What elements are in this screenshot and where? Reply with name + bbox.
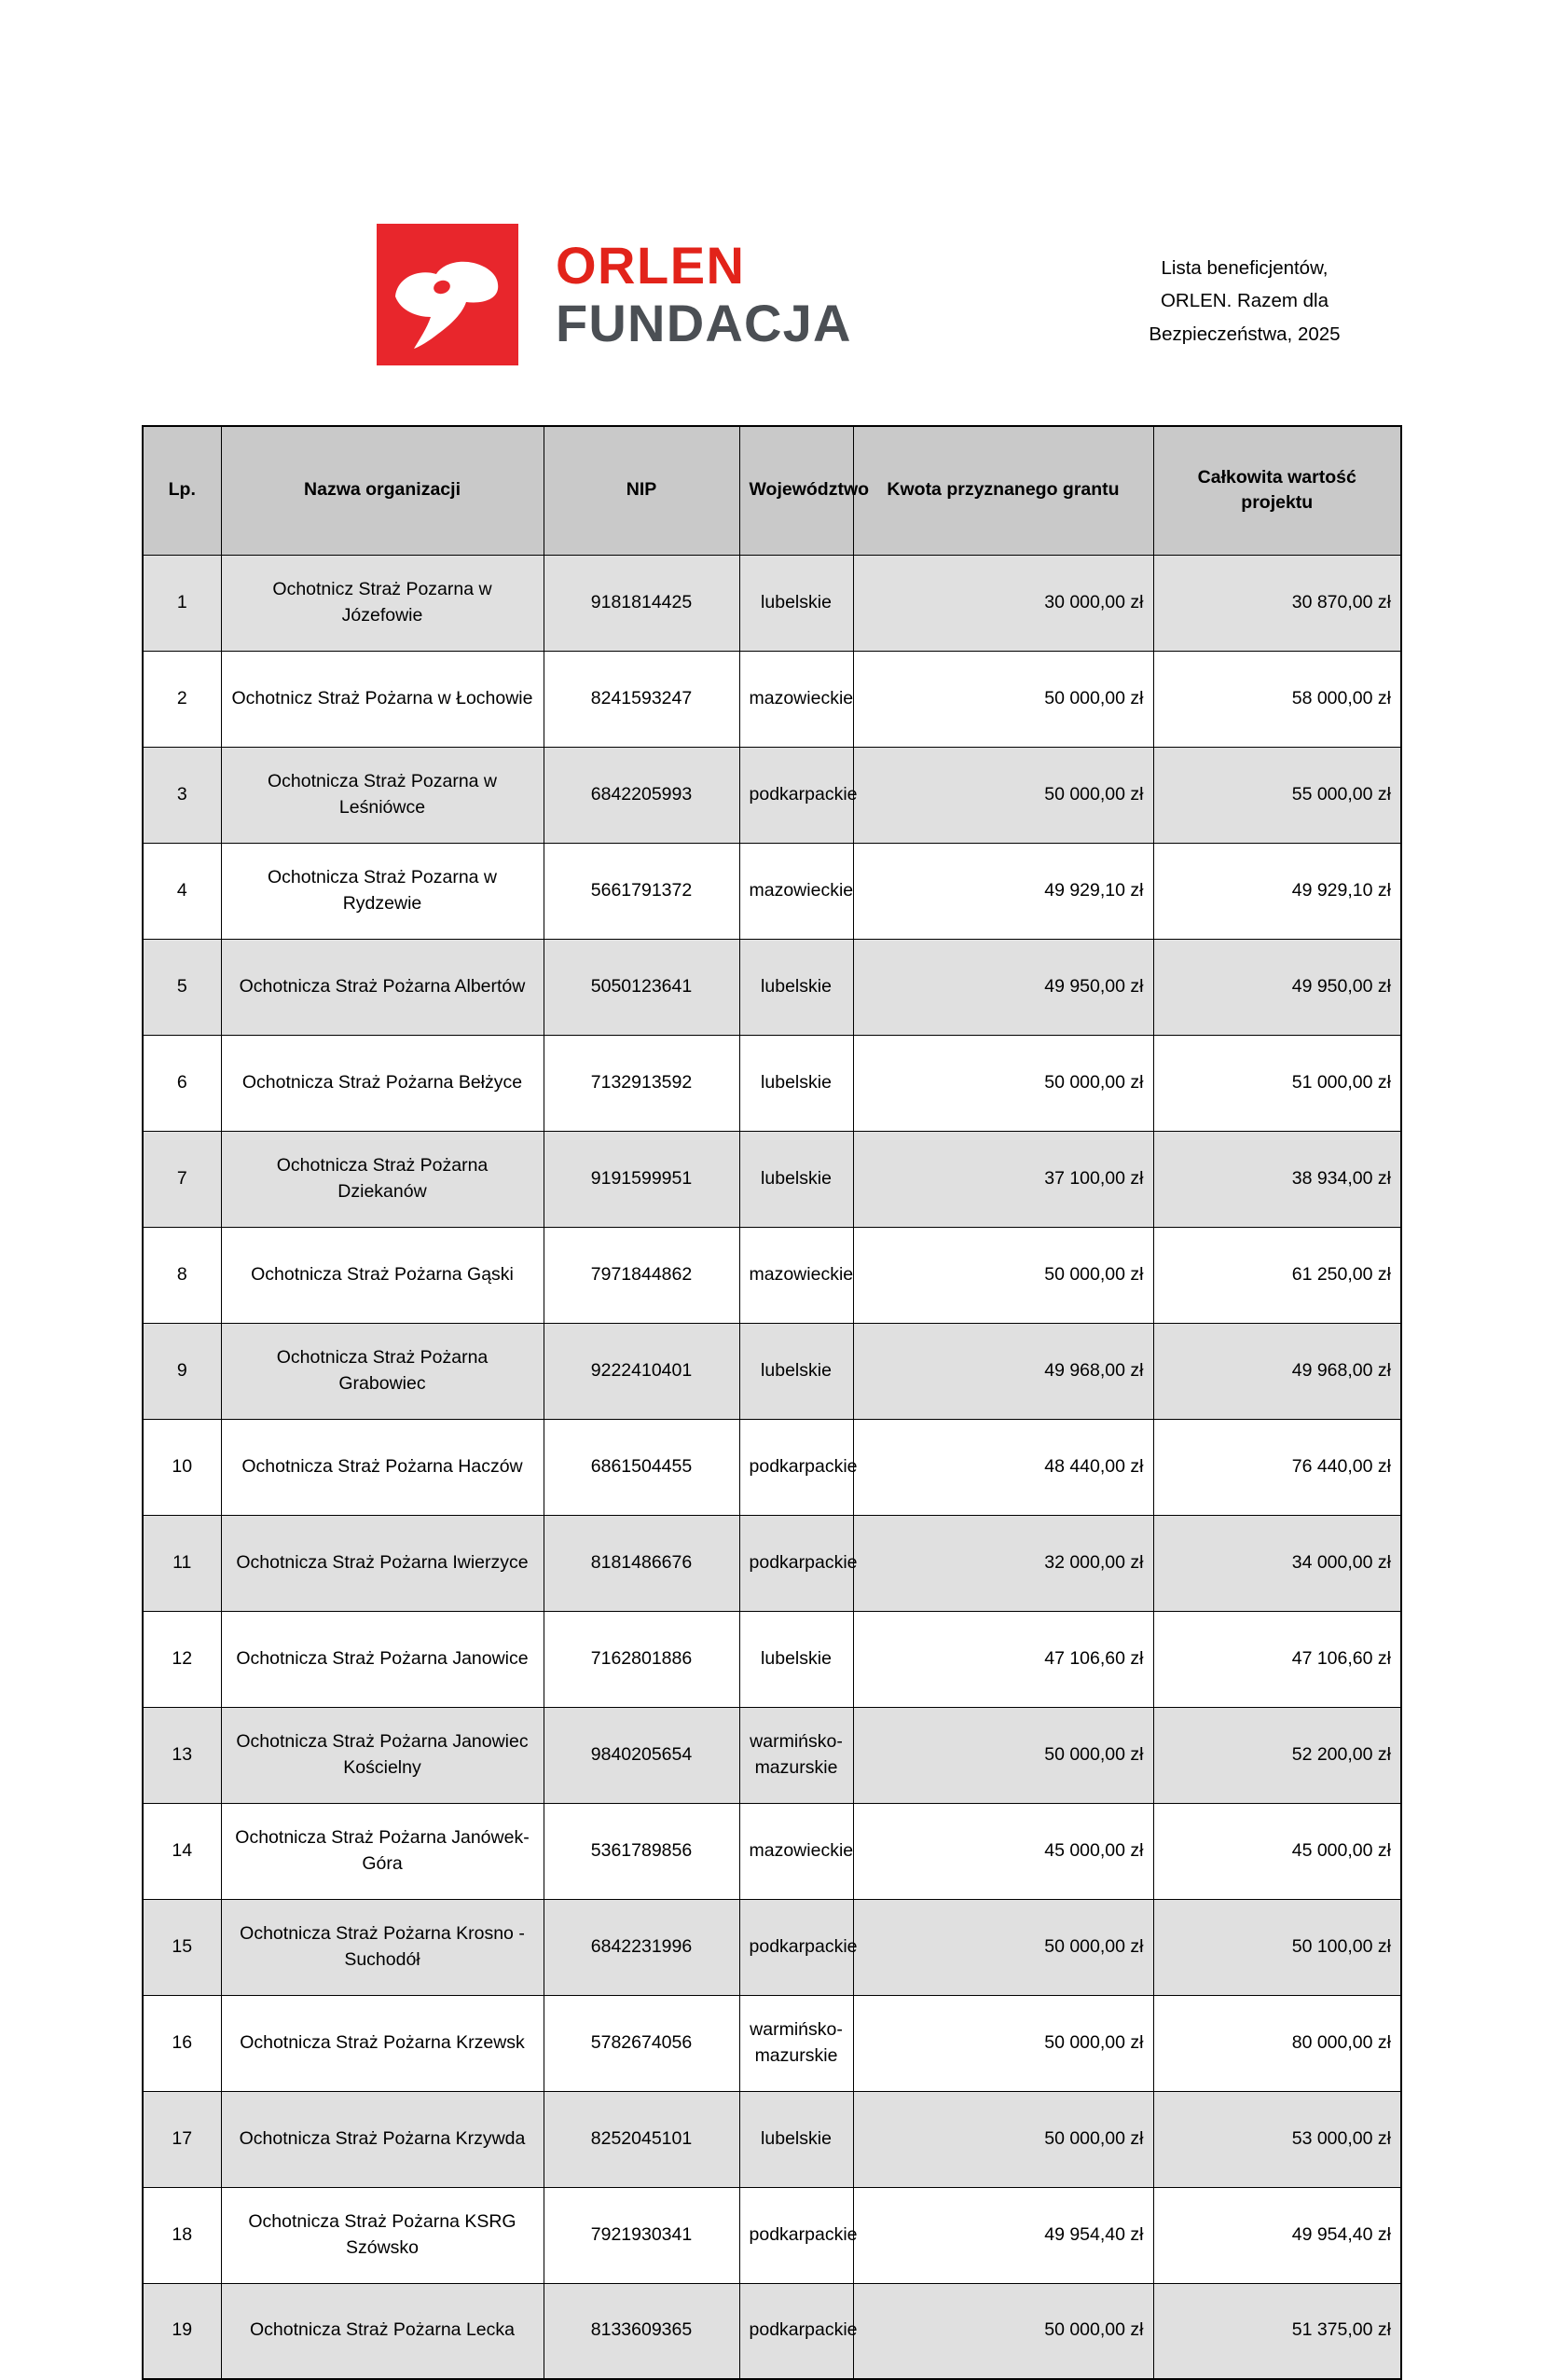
table-row (143, 2187, 1401, 2283)
cell-nip: 9181814425 (544, 555, 739, 651)
beneficiaries-table-wrapper (142, 425, 1400, 2380)
header-note-line-2: ORLEN. Razem dla (1160, 290, 1329, 312)
table-body (143, 555, 1401, 2379)
column-header-lp: Lp. (143, 426, 221, 555)
cell-lp: 6 (143, 1035, 221, 1131)
cell-name: Ochotnicza Straż Pożarna Krzywda (221, 2091, 544, 2187)
table-row (143, 1515, 1401, 1611)
table-row (143, 2091, 1401, 2187)
cell-nip: 9191599951 (544, 1131, 739, 1227)
cell-lp: 12 (143, 1611, 221, 1707)
cell-grant: 50 000,00 zł (853, 2283, 1153, 2379)
cell-grant: 50 000,00 zł (853, 2091, 1153, 2187)
cell-voiv: podkarpackie (739, 747, 853, 843)
cell-name: Ochotnicza Straż Pożarna Krzewsk (221, 1995, 544, 2091)
cell-lp: 11 (143, 1515, 221, 1611)
cell-nip: 7971844862 (544, 1227, 739, 1323)
cell-lp: 17 (143, 2091, 221, 2187)
cell-name: Ochotnicza Straż Pożarna KSRG Szówsko (221, 2187, 544, 2283)
cell-total: 30 870,00 zł (1153, 555, 1401, 651)
cell-total: 76 440,00 zł (1153, 1419, 1401, 1515)
cell-name: Ochotnicz Straż Pożarna w Łochowie (221, 651, 544, 747)
column-header-grant: Kwota przyznanego grantu (853, 426, 1153, 555)
cell-grant: 50 000,00 zł (853, 1227, 1153, 1323)
cell-lp: 18 (143, 2187, 221, 2283)
table-row (143, 1899, 1401, 1995)
cell-voiv: lubelskie (739, 2091, 853, 2187)
logo-wordmark (556, 236, 852, 352)
cell-voiv: mazowieckie (739, 1227, 853, 1323)
cell-grant: 30 000,00 zł (853, 555, 1153, 651)
cell-total: 49 954,40 zł (1153, 2187, 1401, 2283)
table-row (143, 2283, 1401, 2379)
column-header-voiv: Województwo (739, 426, 853, 555)
cell-total: 50 100,00 zł (1153, 1899, 1401, 1995)
cell-nip: 6842205993 (544, 747, 739, 843)
cell-lp: 13 (143, 1707, 221, 1803)
cell-lp: 1 (143, 555, 221, 651)
cell-voiv: lubelskie (739, 1131, 853, 1227)
cell-total: 61 250,00 zł (1153, 1227, 1401, 1323)
cell-name: Ochotnicza Straż Pożarna Iwierzyce (221, 1515, 544, 1611)
cell-grant: 50 000,00 zł (853, 1035, 1153, 1131)
cell-name: Ochotnicza Straż Pożarna Haczów (221, 1419, 544, 1515)
cell-total: 55 000,00 zł (1153, 747, 1401, 843)
cell-total: 51 000,00 zł (1153, 1035, 1401, 1131)
cell-lp: 8 (143, 1227, 221, 1323)
cell-lp: 2 (143, 651, 221, 747)
cell-name: Ochotnicza Straż Pożarna Krosno - Suchodół (221, 1899, 544, 1995)
cell-grant: 50 000,00 zł (853, 1707, 1153, 1803)
cell-nip: 8241593247 (544, 651, 739, 747)
table-row (143, 1995, 1401, 2091)
header-note-line-3: Bezpieczeństwa, 2025 (1149, 323, 1341, 345)
column-header-name: Nazwa organizacji (221, 426, 544, 555)
cell-lp: 5 (143, 939, 221, 1035)
cell-name: Ochotnicza Straż Pozarna w Leśniówce (221, 747, 544, 843)
cell-grant: 49 954,40 zł (853, 2187, 1153, 2283)
cell-grant: 49 950,00 zł (853, 939, 1153, 1035)
cell-total: 45 000,00 zł (1153, 1803, 1401, 1899)
cell-grant: 50 000,00 zł (853, 747, 1153, 843)
column-header-nip: NIP (544, 426, 739, 555)
cell-voiv: podkarpackie (739, 1419, 853, 1515)
cell-voiv: podkarpackie (739, 1899, 853, 1995)
cell-voiv: podkarpackie (739, 2187, 853, 2283)
table-row (143, 651, 1401, 747)
header-note-line-1: Lista beneficjentów, (1161, 257, 1329, 279)
cell-name: Ochotnicza Straż Pożarna Janowice (221, 1611, 544, 1707)
cell-voiv: lubelskie (739, 1611, 853, 1707)
cell-nip: 5050123641 (544, 939, 739, 1035)
cell-lp: 15 (143, 1899, 221, 1995)
cell-voiv: warmińsko-mazurskie (739, 1707, 853, 1803)
cell-total: 38 934,00 zł (1153, 1131, 1401, 1227)
cell-name: Ochotnicza Straż Pożarna Lecka (221, 2283, 544, 2379)
cell-name: Ochotnicza Straż Pożarna Grabowiec (221, 1323, 544, 1419)
cell-nip: 8181486676 (544, 1515, 739, 1611)
table-row (143, 939, 1401, 1035)
cell-voiv: mazowieckie (739, 651, 853, 747)
table-row (143, 1227, 1401, 1323)
header-note (1091, 252, 1398, 351)
cell-nip: 7132913592 (544, 1035, 739, 1131)
table-header-row (143, 426, 1401, 555)
cell-grant: 49 929,10 zł (853, 843, 1153, 939)
cell-grant: 49 968,00 zł (853, 1323, 1153, 1419)
cell-total: 47 106,60 zł (1153, 1611, 1401, 1707)
cell-nip: 7162801886 (544, 1611, 739, 1707)
cell-lp: 7 (143, 1131, 221, 1227)
cell-voiv: mazowieckie (739, 843, 853, 939)
cell-total: 49 968,00 zł (1153, 1323, 1401, 1419)
cell-total: 49 950,00 zł (1153, 939, 1401, 1035)
cell-name: Ochotnicz Straż Pozarna w Józefowie (221, 555, 544, 651)
cell-name: Ochotnicza Straż Pożarna Dziekanów (221, 1131, 544, 1227)
document-header (0, 220, 1542, 378)
logo-brand-text: ORLEN (556, 236, 746, 295)
orlen-fundacja-logo (377, 220, 852, 369)
cell-grant: 47 106,60 zł (853, 1611, 1153, 1707)
cell-grant: 48 440,00 zł (853, 1419, 1153, 1515)
cell-voiv: mazowieckie (739, 1803, 853, 1899)
table-row (143, 843, 1401, 939)
cell-grant: 50 000,00 zł (853, 651, 1153, 747)
table-header (143, 426, 1401, 555)
cell-lp: 14 (143, 1803, 221, 1899)
table-row (143, 747, 1401, 843)
cell-lp: 19 (143, 2283, 221, 2379)
orlen-eagle-icon (377, 224, 518, 365)
cell-nip: 7921930341 (544, 2187, 739, 2283)
cell-lp: 10 (143, 1419, 221, 1515)
cell-total: 51 375,00 zł (1153, 2283, 1401, 2379)
cell-lp: 9 (143, 1323, 221, 1419)
column-header-total: Całkowita wartość projektu (1153, 426, 1401, 555)
cell-grant: 37 100,00 zł (853, 1131, 1153, 1227)
cell-grant: 50 000,00 zł (853, 1899, 1153, 1995)
table-row (143, 1803, 1401, 1899)
cell-lp: 3 (143, 747, 221, 843)
cell-nip: 5661791372 (544, 843, 739, 939)
table-row (143, 1035, 1401, 1131)
cell-grant: 45 000,00 zł (853, 1803, 1153, 1899)
cell-total: 58 000,00 zł (1153, 651, 1401, 747)
cell-name: Ochotnicza Straż Pożarna Bełżyce (221, 1035, 544, 1131)
cell-name: Ochotnicza Straż Pożarna Gąski (221, 1227, 544, 1323)
cell-voiv: podkarpackie (739, 1515, 853, 1611)
cell-nip: 8133609365 (544, 2283, 739, 2379)
cell-nip: 5361789856 (544, 1803, 739, 1899)
cell-nip: 8252045101 (544, 2091, 739, 2187)
cell-voiv: lubelskie (739, 1035, 853, 1131)
table-row (143, 1707, 1401, 1803)
cell-voiv: lubelskie (739, 1323, 853, 1419)
cell-total: 53 000,00 zł (1153, 2091, 1401, 2187)
table-row (143, 1419, 1401, 1515)
cell-voiv: warmińsko-mazurskie (739, 1995, 853, 2091)
table-row (143, 1611, 1401, 1707)
table-row (143, 555, 1401, 651)
cell-nip: 6861504455 (544, 1419, 739, 1515)
cell-voiv: lubelskie (739, 555, 853, 651)
cell-nip: 9222410401 (544, 1323, 739, 1419)
cell-lp: 16 (143, 1995, 221, 2091)
logo-subbrand-text: FUNDACJA (556, 294, 852, 352)
cell-lp: 4 (143, 843, 221, 939)
cell-total: 52 200,00 zł (1153, 1707, 1401, 1803)
table-row (143, 1323, 1401, 1419)
cell-nip: 9840205654 (544, 1707, 739, 1803)
cell-total: 49 929,10 zł (1153, 843, 1401, 939)
cell-name: Ochotnicza Straż Pozarna w Rydzewie (221, 843, 544, 939)
beneficiaries-table (142, 425, 1402, 2380)
cell-nip: 5782674056 (544, 1995, 739, 2091)
cell-voiv: lubelskie (739, 939, 853, 1035)
cell-name: Ochotnicza Straż Pożarna Janowiec Kościelny (221, 1707, 544, 1803)
cell-voiv: podkarpackie (739, 2283, 853, 2379)
cell-grant: 50 000,00 zł (853, 1995, 1153, 2091)
cell-name: Ochotnicza Straż Pożarna Janówek-Góra (221, 1803, 544, 1899)
cell-nip: 6842231996 (544, 1899, 739, 1995)
cell-name: Ochotnicza Straż Pożarna Albertów (221, 939, 544, 1035)
cell-total: 80 000,00 zł (1153, 1995, 1401, 2091)
cell-grant: 32 000,00 zł (853, 1515, 1153, 1611)
cell-total: 34 000,00 zł (1153, 1515, 1401, 1611)
table-row (143, 1131, 1401, 1227)
